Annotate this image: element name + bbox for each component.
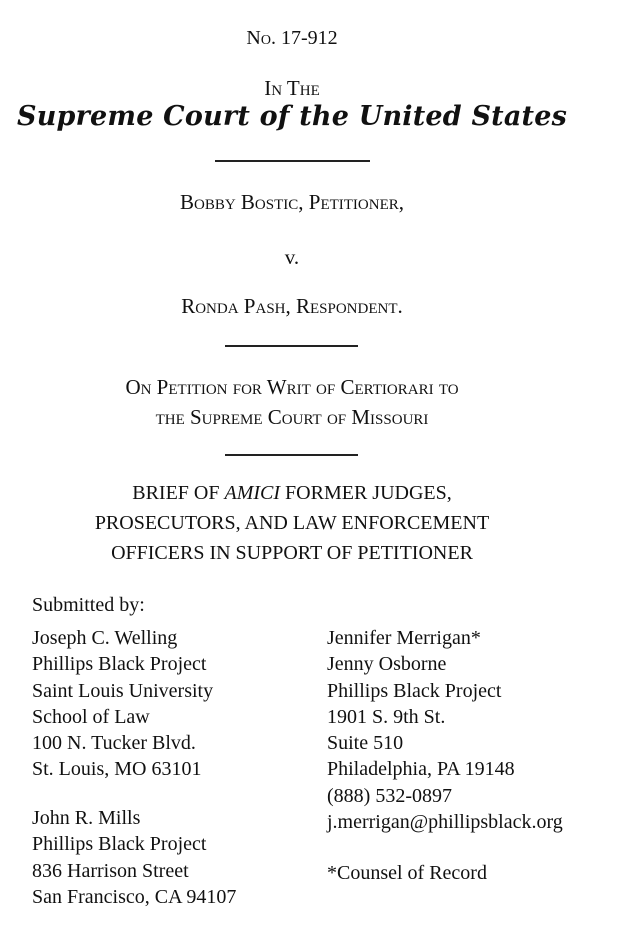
brief-title	[0, 478, 584, 568]
divider-rule-2	[225, 345, 358, 347]
respondent-line: Ronda Pash, Respondent.	[181, 294, 403, 318]
versus-line: v.	[284, 245, 300, 269]
counsel-line: Suite 510	[327, 732, 404, 755]
counsel-line: Philadelphia, PA 19148	[327, 758, 515, 781]
divider-rule-3	[225, 454, 358, 456]
docket-number: No. 17-912	[246, 27, 338, 49]
counsel-line: St. Louis, MO 63101	[32, 758, 202, 781]
counsel-line: Phillips Black Project	[32, 833, 207, 856]
submitted-by-label: Submitted by:	[32, 594, 145, 616]
brief-title-line-1: BRIEF OF AMICI FORMER JUDGES,	[132, 482, 452, 504]
brief-title-line-3: OFFICERS IN SUPPORT OF PETITIONER	[111, 542, 473, 564]
court-name: Supreme Court of the United States	[17, 101, 567, 132]
counsel-line: School of Law	[32, 705, 150, 728]
counsel-block-merrigan	[327, 625, 563, 835]
counsel-line: John R. Mills	[32, 807, 141, 829]
court-intro: In The	[264, 76, 320, 100]
counsel-line: Jennifer Merrigan*	[327, 627, 481, 649]
petitioner-line: Bobby Bostic, Petitioner,	[179, 190, 404, 214]
counsel-line: 1901 S. 9th St.	[327, 705, 446, 728]
counsel-line: (888) 532-0897	[327, 784, 452, 807]
counsel-line: Saint Louis University	[32, 679, 214, 702]
counsel-line: San Francisco, CA 94107	[32, 885, 237, 908]
counsel-block-welling	[32, 625, 213, 783]
petition-line-2: the Supreme Court of Missouri	[155, 405, 429, 429]
counsel-line: Jenny Osborne	[327, 653, 447, 676]
brief-title-line-2: PROSECUTORS, AND LAW ENFORCEMENT	[94, 512, 490, 534]
counsel-block-mills	[32, 805, 236, 910]
petition-line-1: On Petition for Writ of Certiorari to	[125, 375, 459, 399]
counsel-line: Phillips Black Project	[32, 653, 207, 676]
counsel-line: 100 N. Tucker Blvd.	[32, 732, 196, 755]
amici-word: AMICI	[224, 482, 281, 504]
counsel-of-record-note: *Counsel of Record	[327, 862, 487, 884]
counsel-line: Joseph C. Welling	[32, 627, 178, 649]
counsel-email: j.merrigan@phillipsblack.org	[327, 811, 563, 834]
divider-rule-1	[215, 160, 370, 162]
counsel-line: Phillips Black Project	[327, 679, 502, 702]
counsel-line: 836 Harrison Street	[32, 859, 189, 882]
